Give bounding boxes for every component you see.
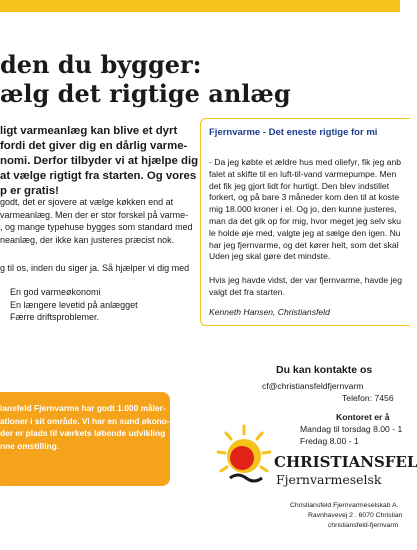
lead-line: p er gratis! xyxy=(0,185,59,197)
promo-line: iansfeld Fjernvarme har godt 1.000 måler- xyxy=(0,403,166,413)
testimonial-line: falet at skifte til en luft-til-vand varmepumpe. Men xyxy=(209,168,397,179)
testimonial-line: Hvis jeg havde vidst, der var fjernvarme, havde jeg xyxy=(209,274,402,285)
headline-line-1: den du bygger: xyxy=(0,50,202,79)
body-line: varmeanlæg. Men der er stor forskel på varme- xyxy=(0,209,189,220)
list-item: En længere levetid på anlægget xyxy=(10,299,138,310)
lead-line: nomi. Derfor tilbyder vi at hjælpe dig xyxy=(0,155,199,167)
office-hours-friday: Fredag 8.00 - 1 xyxy=(300,436,359,446)
sun-logo-icon xyxy=(212,420,276,496)
page-headline xyxy=(0,50,291,108)
body-line: , og mange typehuse bygges som standard med xyxy=(0,222,193,232)
body-paragraph-2: g til os, inden du siger ja. Så hjælper vi dig med xyxy=(0,263,190,273)
contact-phone: Telefon: 7456 xyxy=(342,393,394,403)
brand-address-company: Christiansfeld Fjernvarmeselskab A. xyxy=(290,502,399,509)
list-item: En god varmeøkonomi xyxy=(10,287,101,297)
testimonial-line: Uden jeg skal gøre det mindste. xyxy=(209,251,331,262)
testimonial-spacer xyxy=(209,263,402,275)
brand-subname: Fjernvarmeselsk xyxy=(276,472,382,487)
testimonial-line: mig 18.000 kroner i el. Og jo, den kunne justeres, xyxy=(209,204,397,215)
testimonial-author: Kenneth Hansen, Christiansfeld xyxy=(209,307,330,317)
lead-line: ligt varmeanlæg kan blive et dyrt xyxy=(0,125,178,137)
lead-paragraph xyxy=(0,124,199,199)
office-hours-heading: Kontoret er å xyxy=(336,412,390,422)
list-item: Færre driftsproblemer. xyxy=(10,312,100,322)
body-paragraph-1 xyxy=(0,196,196,246)
testimonial-box xyxy=(200,118,410,326)
testimonial-title: Fjernvarme - Det eneste rigtige for mi xyxy=(209,127,378,138)
promo-line: nne omstilling. xyxy=(0,440,60,451)
benefit-list xyxy=(10,286,138,324)
body-line: neanlæg, der ikke kan justeres præcist nok. xyxy=(0,234,175,245)
body-line: godt, det er sjovere at vælge køkken end at xyxy=(0,197,174,207)
brand-name: CHRISTIANSFEL xyxy=(274,453,417,471)
testimonial-line: le holde øje med, valgte jeg at sælge den igen. Nu xyxy=(209,227,401,238)
promo-text xyxy=(0,402,170,452)
testimonial-line: forkert, og på bare 3 måneder kom den til at koste xyxy=(209,192,400,203)
contact-email-link[interactable]: cf@christiansfeldfjernvarm xyxy=(262,381,364,391)
top-accent-bar xyxy=(0,0,400,12)
headline-line-2: ælg det rigtige anlæg xyxy=(0,79,291,108)
testimonial-text xyxy=(209,157,402,299)
testimonial-line: har jeg fjernvarme, og det kører helt, som det skal xyxy=(209,239,399,250)
brand-website-link[interactable]: christiansfeld-fjernvarm xyxy=(328,522,399,529)
testimonial-line: - Da jeg købte et ældre hus med oliefyr, fik jeg anb xyxy=(209,157,402,167)
lead-line: at vælge rigtigt fra starten. Og vores xyxy=(0,170,197,182)
testimonial-line: man da det gik op for mig, hvor meget jeg selv sku xyxy=(209,215,402,226)
promo-line: ationer i sit område. Vi har en sund økono- xyxy=(0,415,170,426)
testimonial-line: det fik jeg gjort lidt for hurtigt. Den blev indstillet xyxy=(209,180,390,191)
promo-line: der er plads til værkets løbende udvikling xyxy=(0,428,166,439)
testimonial-line: valgt det fra starten. xyxy=(209,286,285,297)
promo-box xyxy=(0,392,170,486)
brand-address-street: Ravnhavevej 2 . 6070 Christian xyxy=(308,512,403,519)
contact-heading: Du kan kontakte os xyxy=(276,364,373,376)
office-hours-weekdays: Mandag til torsdag 8.00 - 1 xyxy=(300,424,403,434)
lead-line: fordi det giver dig en dårlig varme- xyxy=(0,140,188,152)
